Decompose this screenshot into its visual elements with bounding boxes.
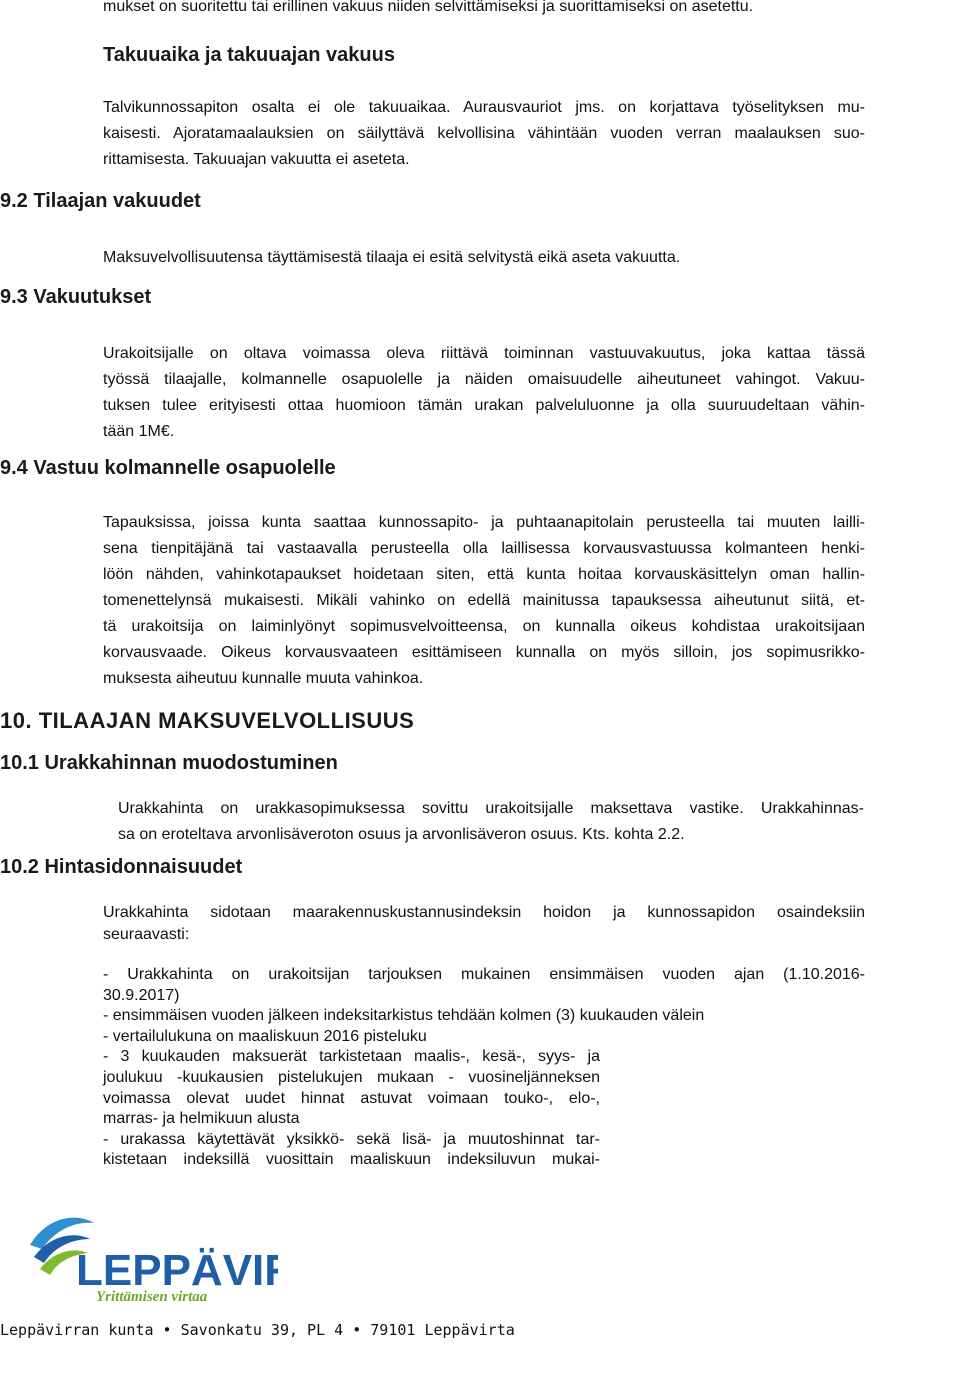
text-line: löön nähden, vahinkotapaukset hoidetaan siten, että kunta hoitaa korvauskäsittelyn oman hallin- bbox=[103, 566, 865, 583]
text-line: kaisesti. Ajoratamaalauksien on säilyttävä kelvollisina vähintään vuoden verran maalauksen suo- bbox=[103, 125, 865, 142]
list-item: - ensimmäisen vuoden jälkeen indeksitarkistus tehdään kolmen (3) kuukauden välein bbox=[103, 1007, 705, 1025]
paragraph-9-3 bbox=[103, 341, 865, 445]
heading-9-2: 9.2 Tilaajan vakuudet bbox=[0, 190, 201, 212]
text-line: tään 1M€. bbox=[103, 423, 175, 440]
heading-10-1: 10.1 Urakkahinnan muodostuminen bbox=[0, 752, 338, 774]
heading-takuuaika: Takuuaika ja takuuajan vakuus bbox=[103, 44, 395, 66]
text-line: Tapauksissa, joissa kunta saattaa kunnossapito- ja puhtaanapitolain perusteella tai muuten lailli- bbox=[103, 514, 865, 531]
list-item: - Urakkahinta on urakoitsijan tarjouksen mukainen ensimmäisen vuoden ajan (1.10.2016- bbox=[103, 966, 865, 983]
logo-tagline: Yrittämisen virtaa bbox=[96, 1289, 208, 1305]
paragraph-9-2 bbox=[103, 245, 865, 271]
text-line: Talvikunnossapiton osalta ei ole takuuaikaa. Aurausvauriot jms. on korjattava työselityksen mu- bbox=[103, 99, 865, 116]
list-item: - vertailulukuna on maaliskuun 2016 pisteluku bbox=[103, 1027, 427, 1045]
text-line: mukset on suoritettu tai erillinen vakuus niiden selvittämiseksi ja suorittamiseksi on asetettu. bbox=[103, 0, 754, 15]
text-line: sa on eroteltava arvonlisäveroton osuus ja arvonlisäveron osuus. Kts. kohta 2.2. bbox=[118, 826, 685, 843]
list-item: kistetaan indeksillä vuosittain maaliskuun indeksiluvun mukai- bbox=[103, 1151, 600, 1169]
list-item: - urakassa käytettävät yksikkö- sekä lisä- ja muutoshinnat tar- bbox=[103, 1130, 600, 1148]
paragraph-9-4 bbox=[103, 510, 865, 692]
list-item: joulukuu -kuukausien pistelukujen mukaan - vuosineljänneksen bbox=[103, 1068, 600, 1086]
logo-name: LEPPÄVI bbox=[76, 1246, 265, 1295]
text-line: seuraavasti: bbox=[103, 926, 190, 943]
text-line: Maksuvelvollisuutensa täyttämisestä tilaaja ei esitä selvitystä eikä aseta vakuutta. bbox=[103, 249, 681, 266]
heading-9-4: 9.4 Vastuu kolmannelle osapuolelle bbox=[0, 457, 336, 479]
text-line: tuksen tulee erityisesti ottaa huomioon tämän urakan palveluluonne ja olla suuruudeltaan vähin- bbox=[103, 397, 865, 414]
heading-10-2: 10.2 Hintasidonnaisuudet bbox=[0, 856, 243, 878]
text-line: muksesta aiheutuu kunnalle muuta vahinkoa. bbox=[103, 670, 424, 687]
list-item: - 3 kuukauden maksuerät tarkistetaan maalis-, kesä-, syys- ja bbox=[103, 1048, 600, 1066]
paragraph-10-1 bbox=[118, 796, 864, 848]
text-line: tä urakoitsija on laiminlyönyt sopimusvelvoitteensa, on kunnalla oikeus kohdistaa urakoitsijaan bbox=[103, 618, 865, 635]
text-line: Urakkahinta on urakkasopimuksessa sovittu urakoitsijalle maksettava vastike. Urakkahinnas- bbox=[118, 800, 864, 817]
paragraph-top-fragment bbox=[103, 0, 865, 20]
list-item: marras- ja helmikuun alusta bbox=[103, 1110, 300, 1128]
heading-10: 10. TILAAJAN MAKSUVELVOLLISUUS bbox=[0, 708, 415, 733]
text-line: rittamisesta. Takuuajan vakuutta ei aseteta. bbox=[103, 151, 410, 168]
text-line: työssä tilaajalle, kolmannelle osapuolelle ja näiden omaisuudelle aiheutuneet vahingot. Vakuu- bbox=[103, 371, 865, 388]
logo-wave-icon bbox=[28, 1205, 278, 1305]
paragraph-10-2-intro bbox=[103, 902, 865, 946]
list-10-2 bbox=[103, 965, 865, 1171]
text-line: sena tienpitäjänä tai vastaavalla perusteella olla laillisessa korvausvastuussa kolmanteen henki- bbox=[103, 540, 865, 557]
list-item: 30.9.2017) bbox=[103, 986, 180, 1004]
paragraph-takuuaika bbox=[103, 95, 865, 173]
text-line: Urakkahinta sidotaan maarakennuskustannusindeksin hoidon ja kunnossapidon osaindeksiin bbox=[103, 904, 865, 921]
footer-address: Leppävirran kunta • Savonkatu 39, PL 4 • 79101 Leppävirta bbox=[0, 1321, 515, 1339]
text-line: Urakoitsijalle on oltava voimassa oleva riittävä toiminnan vastuuvakuutus, joka kattaa tässä bbox=[103, 345, 865, 362]
leppavirta-logo bbox=[28, 1205, 278, 1305]
list-item: voimassa olevat uudet hinnat astuvat voimaan touko-, elo-, bbox=[103, 1089, 600, 1107]
text-line: korvausvaade. Oikeus korvausvaateen esittämiseen kunnalla on myös silloin, jos sopimusrikko- bbox=[103, 644, 865, 661]
text-line: tomenettelynsä mukaisesti. Mikäli vahinko on edellä mainitussa tapauksessa aiheutunut siitä, et- bbox=[103, 592, 865, 609]
heading-9-3: 9.3 Vakuutukset bbox=[0, 286, 152, 308]
